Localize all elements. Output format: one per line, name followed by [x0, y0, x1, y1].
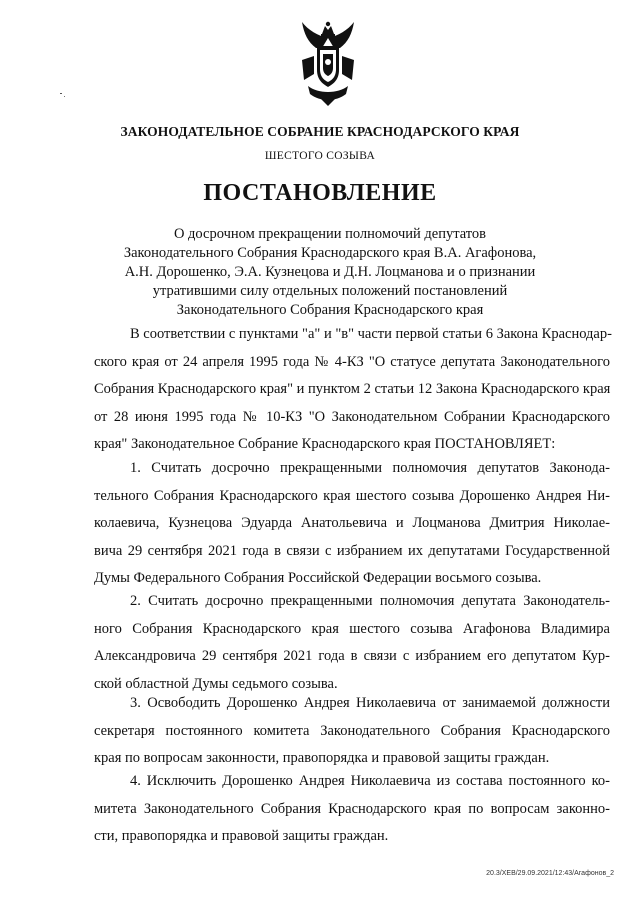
subject-line: Законодательного Собрания Краснодарского края	[176, 302, 484, 318]
text-line: края" Законодательное Собрание Краснодарского края ПОСТАНОВЛЯЕТ:	[94, 436, 556, 452]
subject-line: А.Н. Дорошенко, Э.А. Кузнецова и Д.Н. Лоцманова и о признании	[124, 264, 536, 280]
text-line: вича 29 сентября 2021 года в связи с избранием их депутатами Государственной	[94, 542, 610, 559]
text-line: края по вопросам законности, правопорядка и правовой защиты граждан.	[94, 750, 550, 766]
text-line: митета Законодательного Собрания Краснодарского края по вопросам законно-	[94, 800, 610, 817]
subject-line: утратившими силу отдельных положений постановлений	[152, 283, 508, 299]
text-line: секретаря постоянного комитета Законодательного Собрания Краснодарского	[94, 722, 610, 739]
clause-3	[94, 690, 610, 773]
subject-line: О досрочном прекращении полномочий депутатов	[173, 226, 487, 242]
document-subject	[60, 225, 600, 320]
text-line: колаевича, Кузнецова Эдуарда Анатольевича и Лоцманова Дмитрия Николае-	[94, 515, 610, 531]
text-line: 1. Считать досрочно прекращенными полномочия депутатов Законода-	[130, 460, 610, 476]
text-line: ского края от 24 апреля 1995 года № 4-КЗ "О статусе депутата Законодательного	[94, 353, 610, 370]
text-line: тельного Собрания Краснодарского края шестого созыва Дорошенко Андрея Ни-	[94, 487, 610, 504]
convocation: ШЕСТОГО СОЗЫВА	[264, 150, 376, 162]
text-line: Александровича 29 сентября 2021 года в связи с избранием его депутатом Кур-	[94, 648, 610, 664]
clause-2	[94, 588, 610, 698]
text-line: ской областной Думы седьмого созыва.	[94, 675, 338, 692]
subject-line: Законодательного Собрания Краснодарского края В.А. Агафонова,	[123, 245, 537, 261]
text-line: 4. Исключить Дорошенко Андрея Николаевича из состава постоянного ко-	[130, 773, 610, 789]
coat-of-arms-emblem	[298, 20, 358, 108]
text-line: 3. Освободить Дорошенко Андрея Николаевича от занимаемой должности	[130, 695, 610, 711]
document-footer-code: 20.3/ХЕВ/29.09.2021/12:43/Агафонов_2	[486, 870, 614, 877]
clause-4	[94, 768, 610, 851]
text-line: от 28 июня 1995 года № 10-КЗ "О Законодательном Собрании Краснодарского	[94, 408, 610, 425]
text-line: Собрания Краснодарского края" и пунктом 2 статьи 12 Закона Краснодарского края	[94, 381, 611, 397]
clause-1	[94, 455, 610, 593]
text-line: В соответствии с пунктами "а" и "в" части первой статьи 6 Закона Краснодар-	[130, 326, 612, 342]
text-line: Думы Федерального Собрания Российской Федерации восьмого созыва.	[94, 570, 542, 586]
preamble-paragraph	[94, 321, 610, 459]
text-line: ного Собрания Краснодарского края шестого созыва Агафонова Владимира	[94, 620, 610, 637]
document-title: ПОСТАНОВЛЕНИЕ	[203, 180, 437, 206]
text-line: сти, правопорядка и правовой защиты граждан.	[94, 828, 389, 844]
organization-name: ЗАКОНОДАТЕЛЬНОЕ СОБРАНИЕ КРАСНОДАРСКОГО КРАЯ	[120, 124, 520, 139]
text-line: 2. Считать досрочно прекращенными полномочия депутата Законодатель-	[130, 593, 610, 609]
